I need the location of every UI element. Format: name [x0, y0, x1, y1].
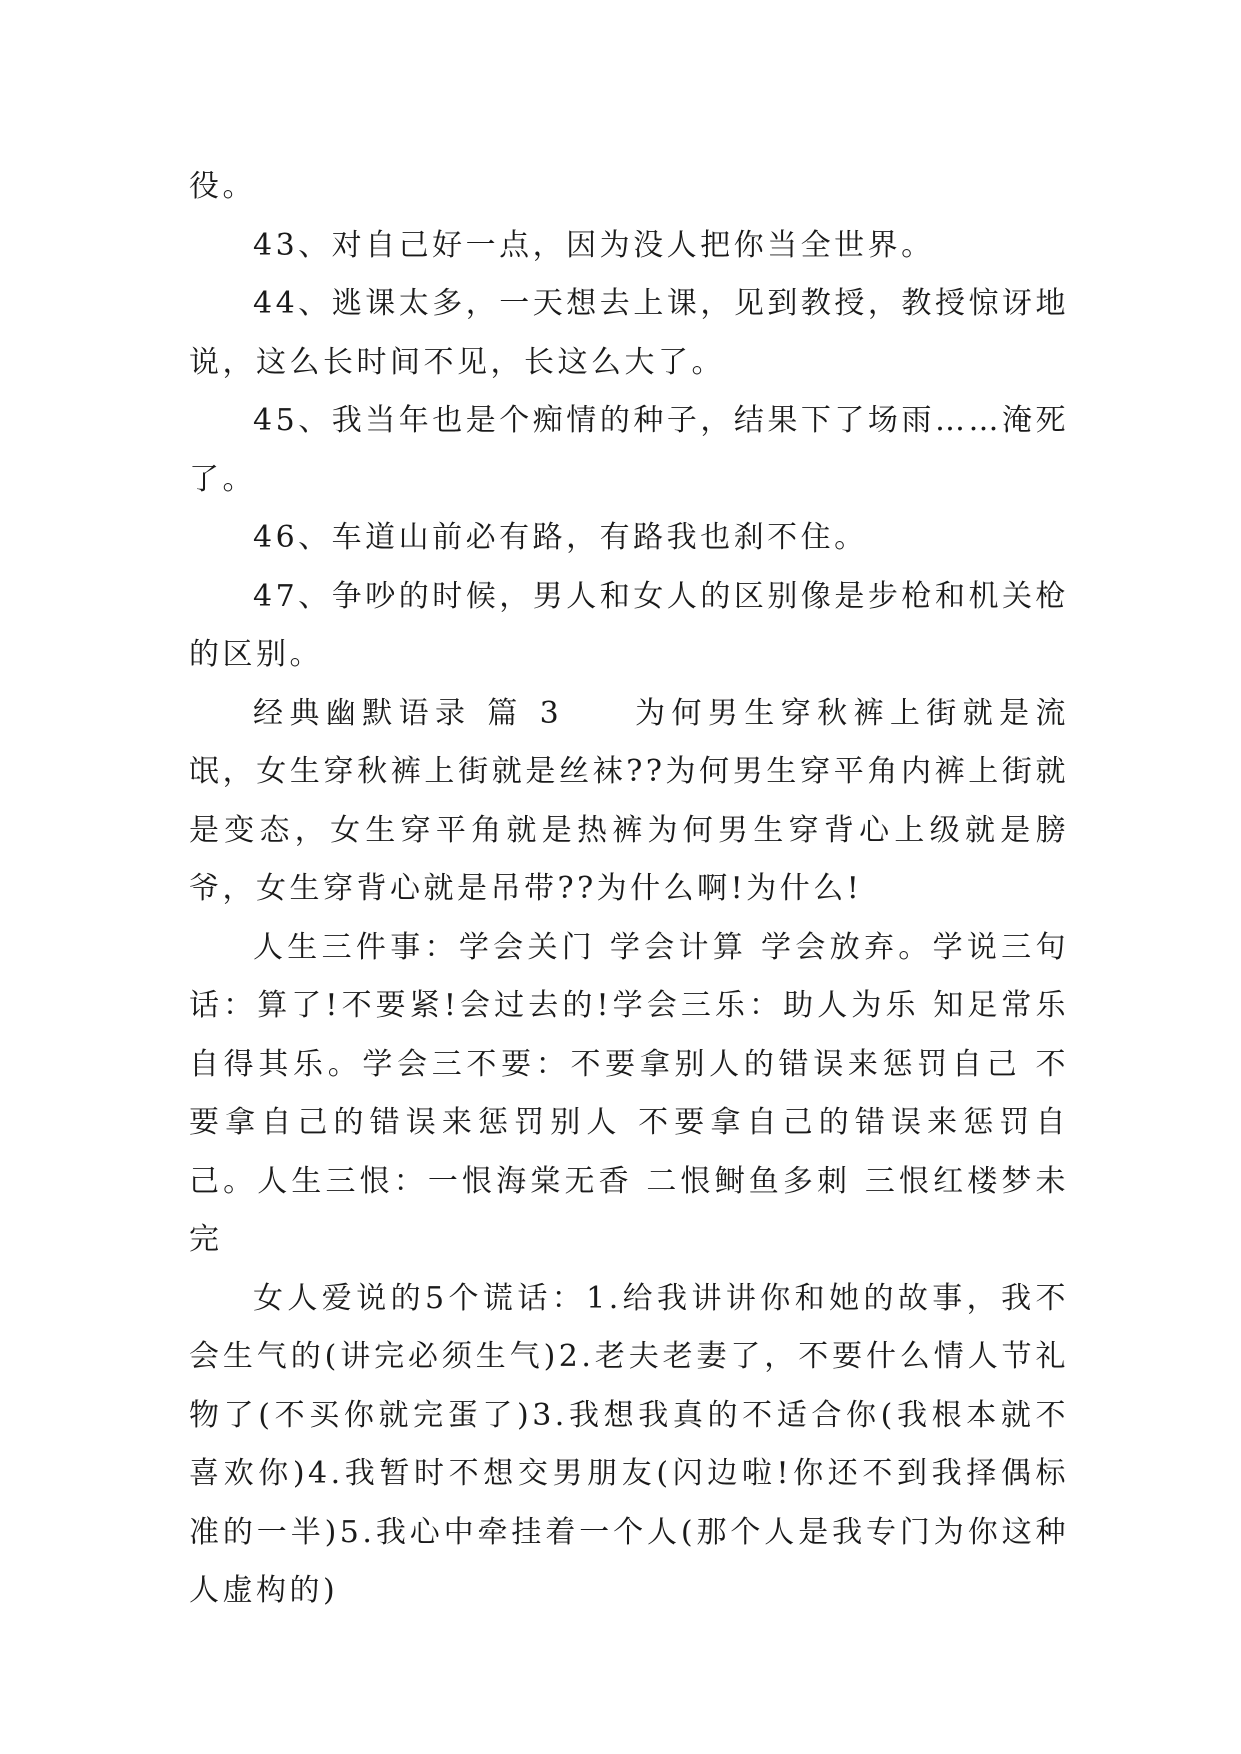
- quote-47: 47、争吵的时候，男人和女人的区别像是步枪和机关枪的区别。: [189, 578, 1069, 672]
- quote-46: 46、车道山前必有路，有路我也刹不住。: [253, 520, 868, 555]
- section-heading: 经典幽默语录 篇 3: [253, 695, 563, 731]
- quote-44: 44、逃课太多，一天想去上课，见到教授，教授惊讶地说，这么长时间不见，长这么大了。: [189, 286, 1069, 380]
- document-body: [189, 158, 1069, 1621]
- section-paragraph: [189, 685, 1069, 919]
- paragraph-fragment: 役。: [189, 169, 256, 204]
- quote-45: 45、我当年也是个痴情的种子，结果下了场雨……淹死了。: [189, 403, 1069, 497]
- women-five-lies-paragraph: 女人爱说的5个谎话：1.给我讲讲你和她的故事，我不会生气的(讲完必须生气)2.老夫老妻了，不要什么情人节礼物了(不买你就完蛋了)3.我想我真的不适合你(我根本就不喜欢你)4.我暂时不想交男朋友(闪边啦!你还不到我择偶标准的一半)5.我心中牵挂着一个人(那个人是我专门为你这种人虚构的): [189, 1280, 1069, 1608]
- quote-43: 43、对自己好一点，因为没人把你当全世界。: [253, 227, 935, 263]
- section-text: 为何男生穿秋裤上街就是流氓，女生穿秋裤上街就是丝袜??为何男生穿平角内裤上街就是变态，女生穿平角就是热裤为何男生穿背心上级就是膀爷，女生穿背心就是吊带??为什么啊!为什么!: [189, 695, 1069, 906]
- life-three-things-paragraph: 人生三件事：学会关门 学会计算 学会放弃。学说三句话：算了!不要紧!会过去的!学会三乐：助人为乐 知足常乐 自得其乐。学会三不要：不要拿别人的错误来惩罚自己 不要拿自己的错误来惩罚别人 不要拿自己的错误来惩罚自己。人生三恨：一恨海棠无香 二恨鲥鱼多刺 三恨红楼梦未完: [189, 929, 1069, 1257]
